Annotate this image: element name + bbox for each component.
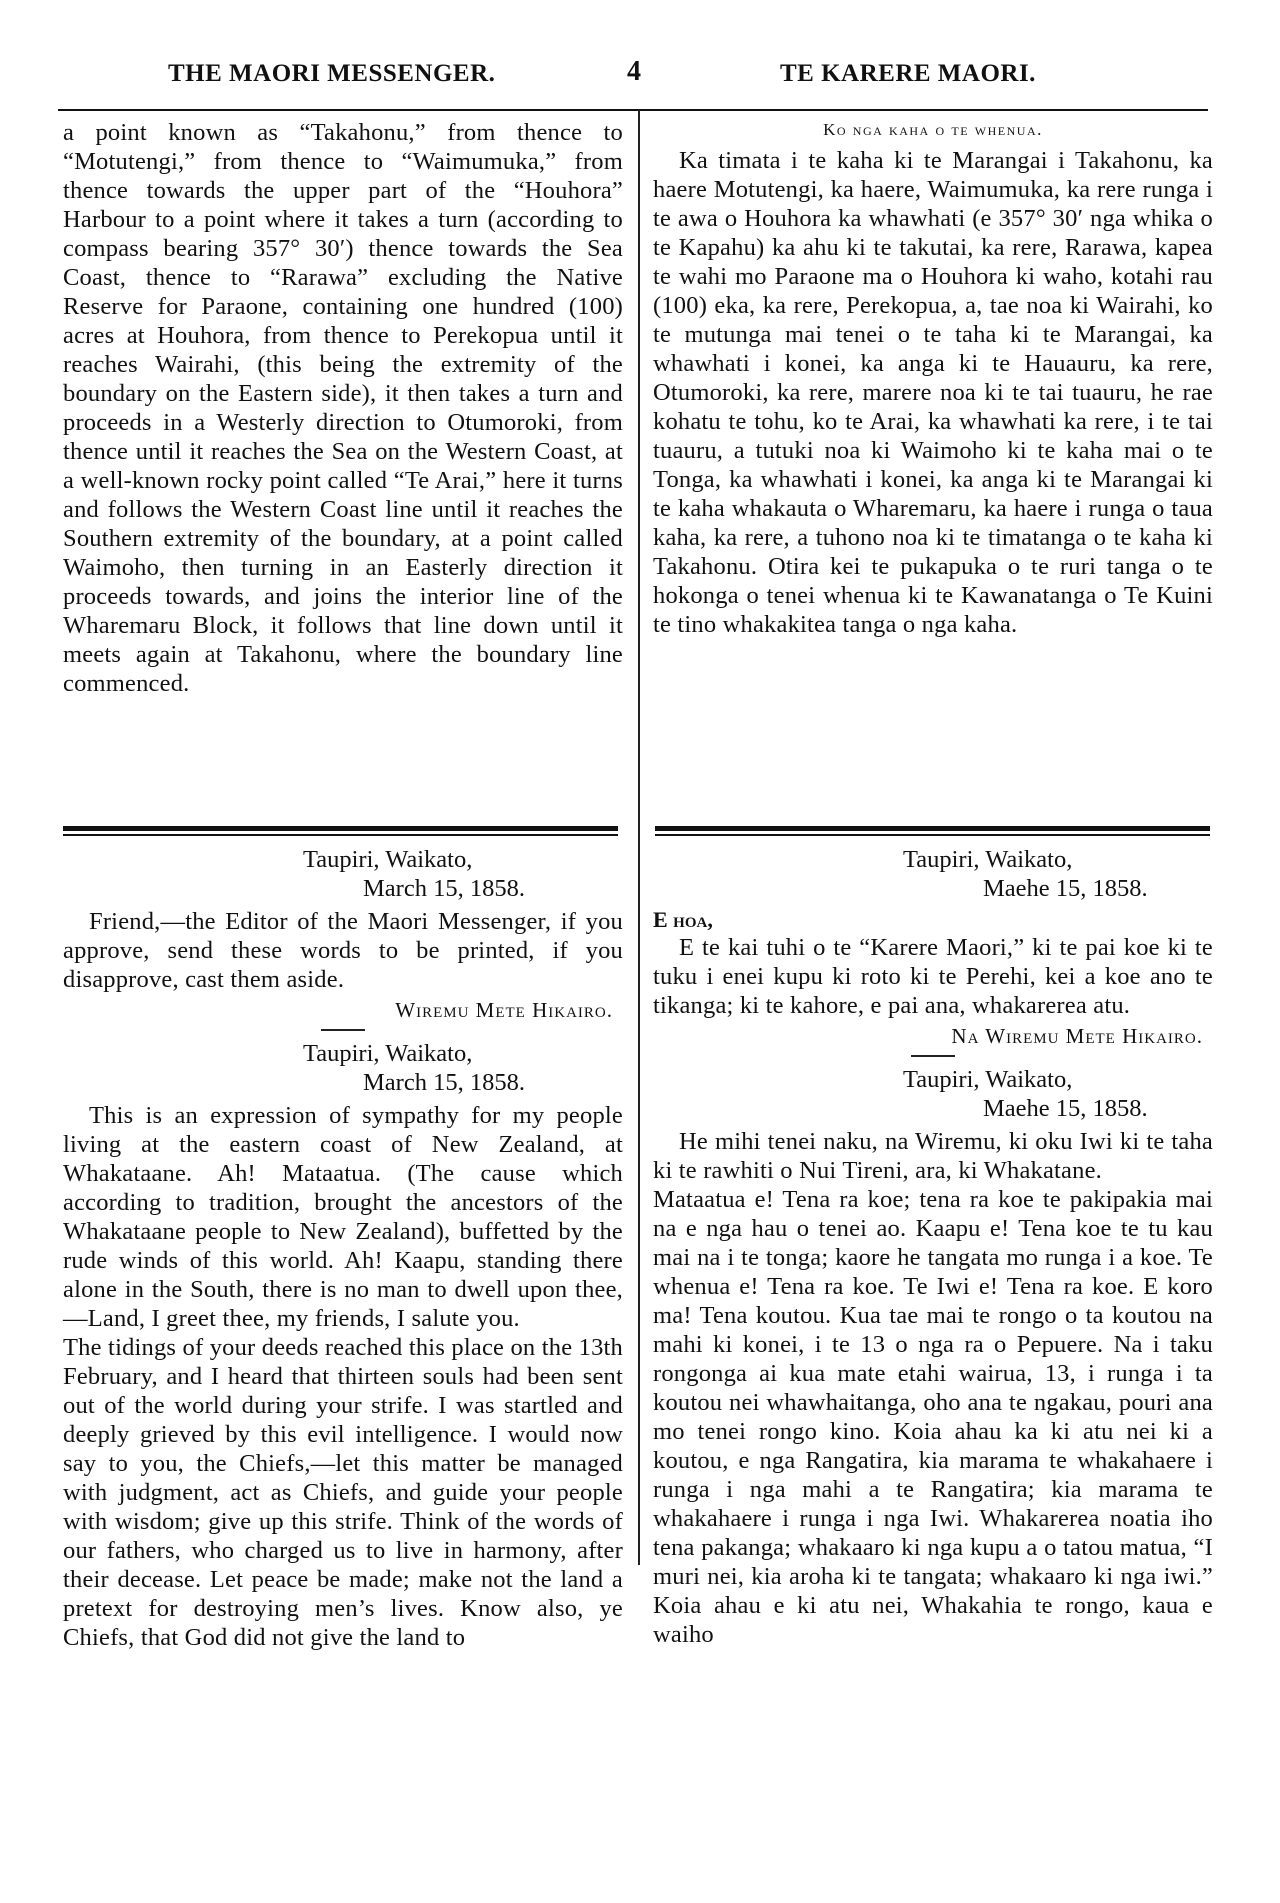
letter-one-maori bbox=[653, 845, 1213, 1049]
letter-body: Friend,—the Editor of the Maori Messenger, if you approve, send these words to be printed, if you disapprove, cast them aside. bbox=[63, 908, 623, 993]
letter-place: Taupiri, Waikato, bbox=[903, 1066, 1073, 1093]
masthead-maori-title: TE KARERE MAORI. bbox=[780, 60, 1036, 87]
letter-paragraph: This is an expression of sympathy for my people living at the eastern coast of New Zealand, at Whakataane. Ah! Mataatua. (The cause which according to tradition, brought the ancestors of the Whakataane people to New Zealand), buffetted by the rude winds of this world. Ah! Kaapu, standing there alone in the South, there is no man to dwell upon thee,—Land, I greet thee, my friends, I salute you. bbox=[63, 1102, 623, 1332]
letter-body: E te kai tuhi o te “Karere Maori,” ki te pai koe ki te tuku i enei kupu ki roto ki te Perehi, kei a koe ano te tikanga; ki te kahore, e pai ana, whakarerea atu. bbox=[653, 934, 1213, 1019]
maori-boundary-description bbox=[653, 118, 1213, 639]
letter-two-english bbox=[63, 1039, 623, 1652]
masthead bbox=[0, 56, 1280, 96]
section-rule-right bbox=[655, 826, 1210, 836]
maori-letters bbox=[653, 845, 1213, 1649]
letter-place: Taupiri, Waikato, bbox=[303, 1040, 473, 1067]
letter-paragraph: He mihi tenei naku, na Wiremu, ki oku Iwi ki te taha ki te rawhiti o Nui Tireni, ara, ki Whakatane. bbox=[653, 1128, 1213, 1184]
letter-date: March 15, 1858. bbox=[363, 1069, 525, 1096]
section-rule-left bbox=[63, 826, 618, 836]
letter-date: Maehe 15, 1858. bbox=[983, 875, 1148, 902]
maori-section-heading: Ko nga kaha o te whenua. bbox=[823, 120, 1043, 139]
masthead-rule bbox=[58, 109, 1208, 111]
letter-paragraph: Mataatua e! Tena ra koe; tena ra koe te pakipakia mai na e nga hau o tenei ao. Kaapu e! Tena koe te tu kau mai na i te tonga; kaore he tangata mo runga i a koe. Te whenua e! Tena ra koe. Te Iwi e! Tena ra koe. E koro ma! Tena koutou. Kua tae mai te rongo o ta koutou na mahi ki konei, i te 13 o nga ra o Pepuere. Na i taku rongonga ai kua mate etahi wairua, 13, i runga i ta koutou nei whawhaitanga, oho ana te ngakau, pouri ana mo tenei rongo kino. Koia ahau ka ki atu nei ki a koutou, e nga Rangatira, kia marama te whakahaere i runga i nga mahi a te Rangatira; kia marama te whakahaere i runga i nga Iwi. Whakarerea noatia iho tena pakanga; whakaaro ki nga kupu a o tatou matua, “I muri nei, kia aroha ki te tangata; whakaaro ki nga iwi.” Koia ahau e ki atu nei, Whakahia te rongo, kaua e waiho bbox=[653, 1186, 1213, 1648]
letter-place: Taupiri, Waikato, bbox=[303, 846, 473, 873]
masthead-english-title: THE MAORI MESSENGER. bbox=[168, 60, 496, 87]
letter-salutation: E hoa, bbox=[653, 907, 713, 932]
separator-dash bbox=[911, 1055, 955, 1057]
letter-two-maori bbox=[653, 1065, 1213, 1649]
boundary-text-maori: Ka timata i te kaha ki te Marangai i Takahonu, ka haere Motutengi, ka haere, Waimumuka, ka rere runga i te awa o Houhora ka whawhati (e 357° 30′ nga whika o te Kapahu) ka ahu ki te takutai, ka rere, Rarawa, kapea te wahi mo Paraone ma o Houhora ki waho, kotahi rau (100) eka, ka rere, Perekopua, a, tae noa ki Wairahi, ko te mutunga mai tenei o te taha ki te Marangai, ka whawhati i konei, ka anga ki te Hauauru, ka rere, Otumoroki, ka rere, marere noa ki te tai tuauru, he rae kohatu te tohu, ko te Arai, ka whawhati ka rere, i te tai tuauru, a tutuki noa ki Waimoho ki te kaha mai o te Tonga, ka whawhati i konei, ka anga ki te Marangai ki te kaha whakauta o Wharemaru, ka haere i runga o taua kaha, ka rere, a tuhono noa ki te timatanga o te kaha ki Takahonu. Otira kei te pukapuka o te ruri tanga o te hokonga o tenei whenua ki te Kawanatanga o Te Kuini te tino whakakitea tanga o nga kaha. bbox=[653, 147, 1213, 638]
letter-date: March 15, 1858. bbox=[363, 875, 525, 902]
english-letters bbox=[63, 845, 623, 1652]
letter-signature: Na Wiremu Mete Hikairo. bbox=[951, 1024, 1203, 1048]
english-boundary-description bbox=[63, 118, 623, 698]
separator-dash bbox=[321, 1029, 365, 1031]
letter-signature: Wiremu Mete Hikairo. bbox=[395, 998, 613, 1022]
page-number: 4 bbox=[627, 56, 641, 87]
column-divider bbox=[638, 110, 640, 1565]
letter-one-english bbox=[63, 845, 623, 1023]
letter-paragraph: The tidings of your deeds reached this place on the 13th February, and I heard that thirteen souls had been sent out of the world during your strife. I was startled and deeply grieved by this evil intelligence. I would now say to you, the Chiefs,—let this matter be managed with judgment, act as Chiefs, and guide your people with wisdom; give up this strife. Think of the words of our fathers, who charged us to live in harmony, after their decease. Let peace be made; make not the land a pretext for destroying men’s lives. Know also, ye Chiefs, that God did not give the land to bbox=[63, 1334, 623, 1651]
letter-date: Maehe 15, 1858. bbox=[983, 1095, 1148, 1122]
boundary-text-english: a point known as “Takahonu,” from thence to “Motutengi,” from thence to “Waimumuka,” from thence towards the upper part of the “Houhora” Harbour to a point where it takes a turn (according to compass bearing 357° 30′) thence towards the Sea Coast, thence to “Rarawa” excluding the Native Reserve for Paraone, containing one hundred (100) acres at Houhora, from thence to Perekopua until it reaches Wairahi, (this being the extremity of the boundary on the Eastern side), it then takes a turn and proceeds in a Westerly direction to Otumoroki, from thence until it reaches the Sea on the Western Coast, at a well-known rocky point called “Te Arai,” here it turns and follows the Western Coast line until it reaches the Southern extremity of the boundary, at a point called Waimoho, then turning in an Easterly direction it proceeds towards, and joins the interior line of the Wharemaru Block, it follows that line down until it meets again at Takahonu, where the boundary line commenced. bbox=[63, 119, 623, 697]
letter-place: Taupiri, Waikato, bbox=[903, 846, 1073, 873]
